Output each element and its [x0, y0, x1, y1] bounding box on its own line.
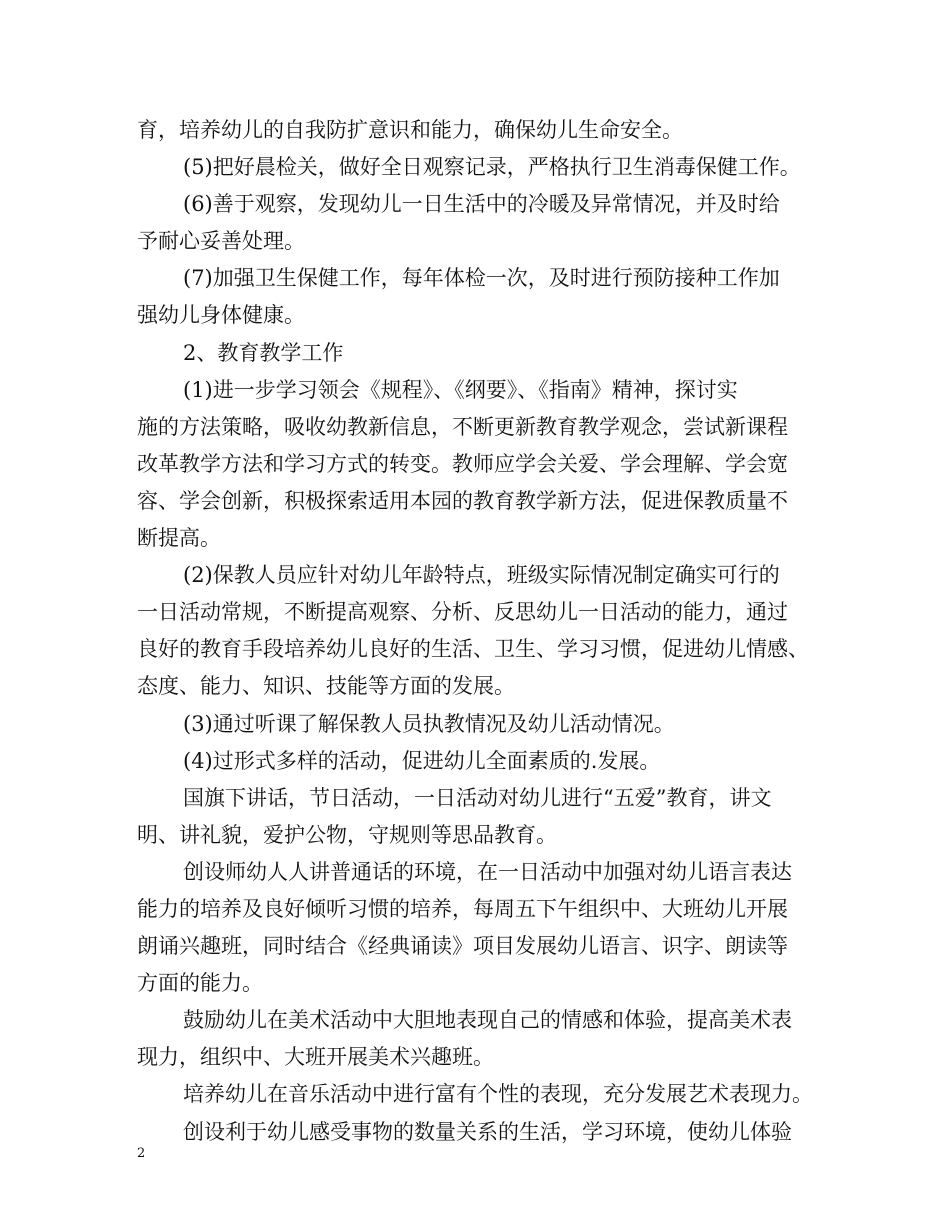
text-line: (2)保教人员应针对幼儿年龄特点，班级实际情况制定确实可行的 [183, 563, 780, 588]
text-line: 朗诵兴趣班，同时结合《经典诵读》项目发展幼儿语言、识字、朗读等 [137, 934, 788, 959]
text-line: 培养幼儿在音乐活动中进行富有个性的表现，充分发展艺术表现力。 [183, 1082, 813, 1107]
text-line: (7)加强卫生保健工作，每年体检一次，及时进行预防接种工作加 [183, 266, 780, 291]
text-line: 鼓励幼儿在美术活动中大胆地表现自己的情感和体验，提高美术表 [183, 1008, 792, 1033]
document-body [137, 112, 827, 1151]
text-line: (3)通过听课了解保教人员执教情况及幼儿活动情况。 [183, 711, 675, 736]
text-line: 良好的教育手段培养幼儿良好的生活、卫生、学习习惯，促进幼儿情感、 [137, 637, 809, 662]
text-line: 国旗下讲话，节日活动，一日活动对幼儿进行“五爱”教育，讲文 [183, 785, 772, 810]
text-line: 明、讲礼貌，爱护公物，守规则等思品教育。 [137, 822, 557, 847]
text-line: 态度、能力、知识、技能等方面的发展。 [137, 674, 515, 699]
text-line: 容、学会创新，积极探索适用本园的教育教学新方法，促进保教质量不 [137, 488, 788, 513]
text-line: 创设师幼人人讲普通话的环境，在一日活动中加强对幼儿语言表达 [183, 859, 792, 884]
text-line: 现力，组织中、大班开展美术兴趣班。 [137, 1045, 494, 1070]
text-line: 方面的能力。 [137, 971, 263, 996]
text-line: (5)把好晨检关，做好全日观察记录，严格执行卫生消毒保健工作。 [183, 155, 801, 180]
text-line: 强幼儿身体健康。 [137, 303, 305, 328]
text-line: 能力的培养及良好倾听习惯的培养，每周五下午组织中、大班幼儿开展 [137, 896, 788, 921]
text-line: (6)善于观察，发现幼儿一日生活中的冷暖及异常情况，并及时给 [183, 192, 780, 217]
text-line: (1)进一步学习领会《规程》、《纲要》、《指南》精神，探讨实 [183, 377, 738, 402]
text-line: 创设利于幼儿感受事物的数量关系的生活，学习环境，使幼儿体验 [183, 1119, 792, 1144]
page-number: 2 [137, 1146, 146, 1161]
text-line: 施的方法策略，吸收幼教新信息，不断更新教育教学观念，尝试新课程 [137, 414, 788, 439]
text-line: 予耐心妥善处理。 [137, 229, 305, 254]
text-line: 2、教育教学工作 [183, 340, 344, 365]
text-line: 改革教学方法和学习方式的转变。教师应学会关爱、学会理解、学会宽 [137, 451, 788, 476]
text-line: 一日活动常规，不断提高观察、分析、反思幼儿一日活动的能力，通过 [137, 600, 788, 625]
text-line: 断提高。 [137, 526, 221, 551]
text-line: (4)过形式多样的活动，促进幼儿全面素质的.发展。 [183, 748, 661, 773]
text-line: 育，培养幼儿的自我防扩意识和能力，确保幼儿生命安全。 [137, 118, 683, 142]
